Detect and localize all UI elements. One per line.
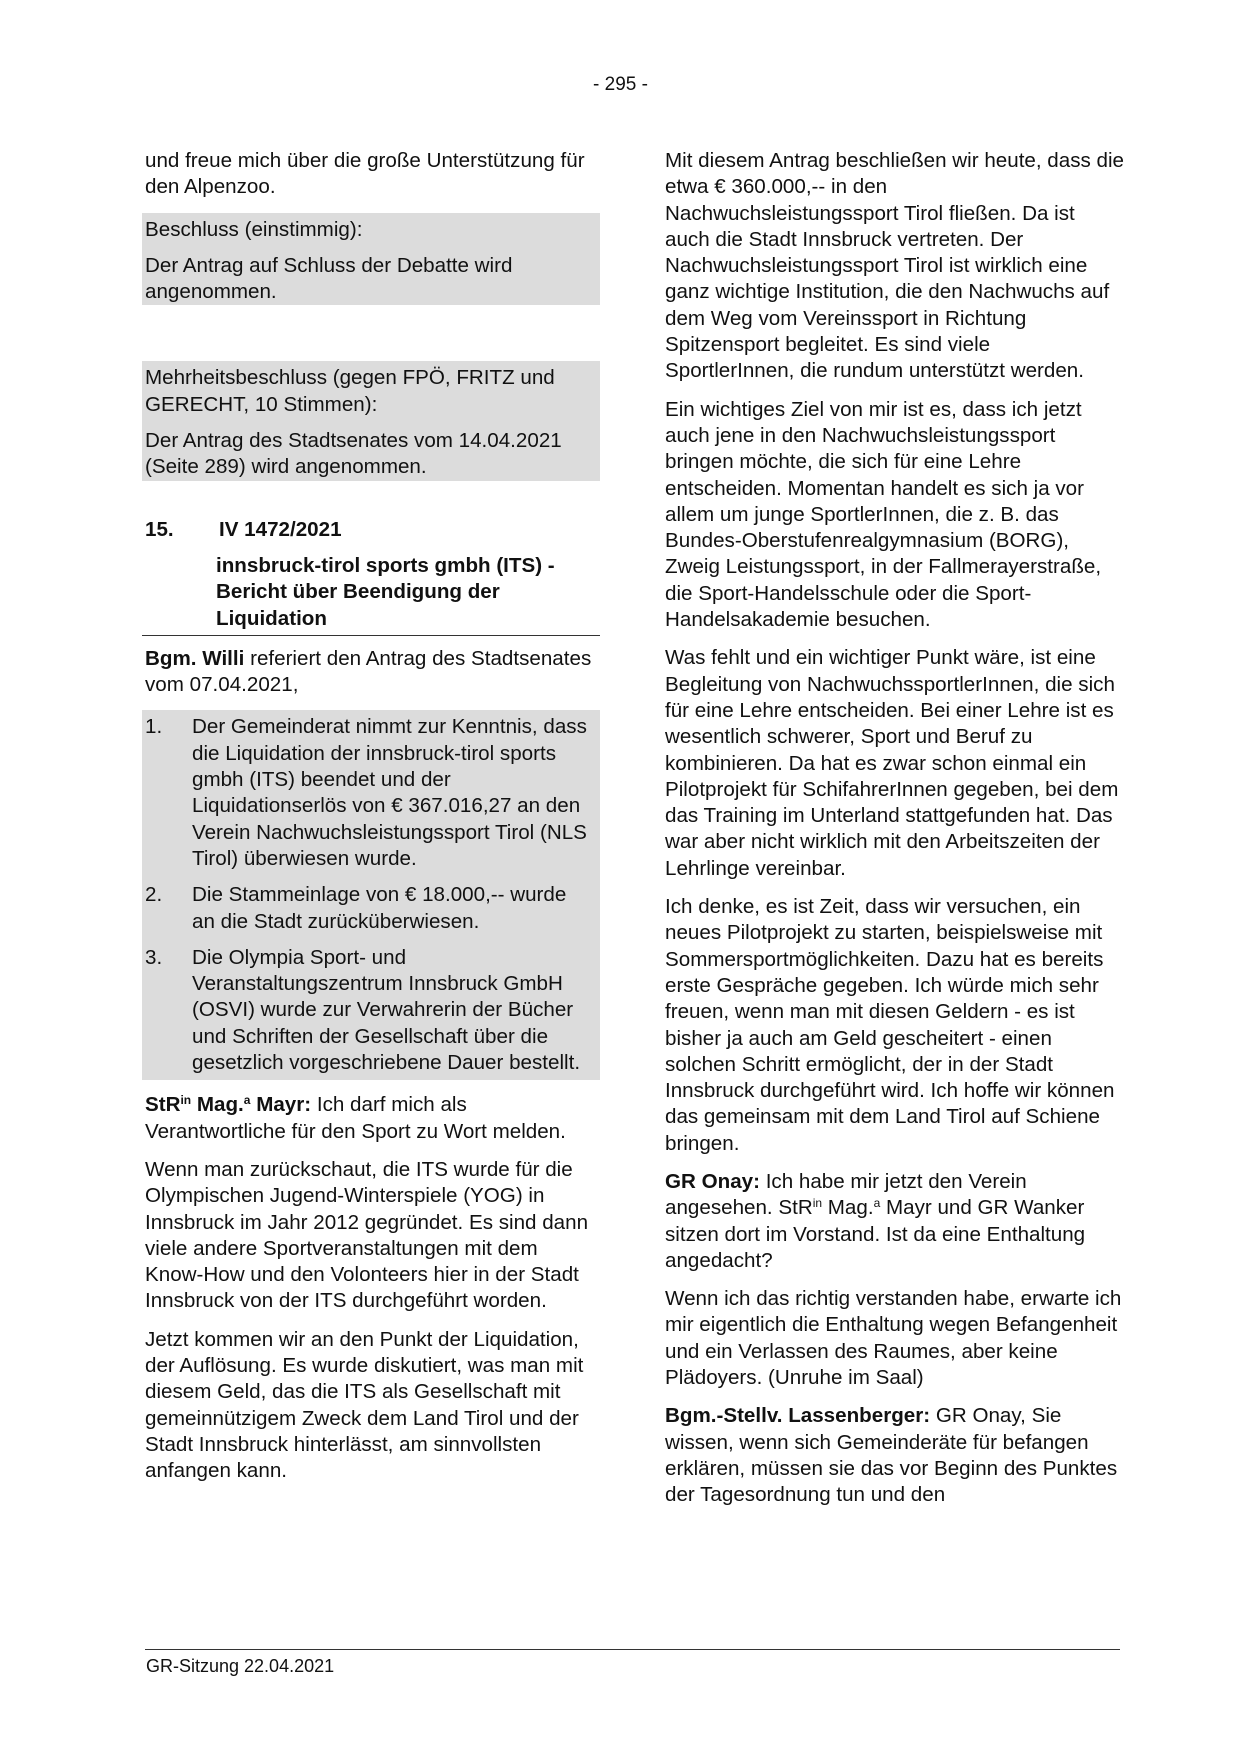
agenda-item-code: IV 1472/2021 (219, 517, 342, 541)
body-paragraph: Mit diesem Antrag beschließen wir heute, dass die etwa € 360.000,-- in den Nachwuchsleistungssport Tirol fließen. Da ist auch die Stadt Innsbruck vertreten. Der Nachwuchsleistungssport Tirol ist wirklich eine ganz wichtige Institution, die den Nachwuchs auf dem Weg vom Vereinssport in Richtung Spitzensport begleitet. Es sind viele SportlerInnen, die rundum unterstützt werden. (665, 149, 1125, 383)
speaker-name: Bgm. Willi (145, 646, 245, 670)
body-paragraph: Wenn man zurückschaut, die ITS wurde für die Olympischen Jugend-Winterspiele (YOG) in Innsbruck im Jahr 2012 gegründet. Es sind dann viele andere Sportveranstaltungen mit dem Know-How und den Volonteers hier in der Stadt Innsbruck von der ITS durchgeführt worden. (145, 1157, 589, 1313)
footer-divider (145, 1649, 1120, 1650)
intro-paragraph: und freue mich über die große Unterstützung für den Alpenzoo. (145, 149, 585, 199)
footer-text: GR-Sitzung 22.04.2021 (146, 1656, 335, 1676)
resolution-label: Beschluss (einstimmig): (145, 217, 363, 241)
agenda-item-heading (145, 517, 600, 543)
resolution-text: Der Antrag des Stadtsenates vom 14.04.2021 (Seite 289) wird angenommen. (145, 429, 562, 479)
referat-paragraph: Bgm. Willi referiert den Antrag des Stadtsenates vom 07.04.2021, (145, 646, 592, 697)
onay-paragraph: GR Onay: Ich habe mir jetzt den Verein angesehen. StR$^{in}$ Mag.$^a$ Mayr und GR Wanker sitzen dort im Vorstand. Ist da eine Enthaltung angedacht? (665, 1169, 1086, 1272)
body-paragraph: Ein wichtiges Ziel von mir ist es, dass ich jetzt auch jene in den Nachwuchsleistungssport bringen möchte, die sich für eine Lehre entscheiden. Momentan handelt es sich ja vor allem um junge SportlerInnen, die z. B. das Bundes-Oberstufenrealgymnasium (BORG), Zweig Leistungssport, in der Fallmerayerstraße, die Sport-Handelsschule oder die Sport-Handelsakademie besuchen. (665, 397, 1102, 632)
motion-list (142, 710, 600, 1080)
resolution-text: Der Antrag auf Schluss der Debatte wird angenommen. (145, 253, 513, 304)
resolution-box-2 (142, 361, 600, 480)
left-column (145, 148, 600, 1496)
resolution-box-1 (142, 213, 600, 306)
body-paragraph: Wenn ich das richtig verstanden habe, erwarte ich mir eigentlich die Enthaltung wegen Befangenheit und ein Verlassen des Raumes, aber keine Plädoyers. (Unruhe im Saal) (665, 1287, 1122, 1390)
speaker-name: StR$^{in}$ Mag.$^a$ Mayr: (145, 1093, 312, 1117)
agenda-item-title: innsbruck-tirol sports gmbh (ITS) - Bericht über Beendigung der Liquidation (142, 553, 600, 636)
lassenberger-paragraph: Bgm.-Stellv. Lassenberger: GR Onay, Sie wissen, wenn sich Gemeinderäte für befangen erklären, müssen sie das vor Beginn des Punktes der Tagesordnung tun und den (665, 1404, 1118, 1507)
mayr-paragraph: StR$^{in}$ Mag.$^a$ Mayr: Ich darf mich als Verantwortliche für den Sport zu Wort melden. (145, 1093, 566, 1143)
agenda-item-number: 15. (145, 517, 174, 541)
body-paragraph: Ich denke, es ist Zeit, dass wir versuchen, ein neues Pilotprojekt zu starten, beispielsweise mit Sommersportmöglichkeiten. Dazu hat es bereits erste Gespräche gegeben. Ich würde mich sehr freuen, wenn man mit diesen Geldern - es ist bisher ja auch am Geld gescheitert - einen solchen Schritt ermöglicht, der in der Stadt Innsbruck durchgeführt wird. Ich hoffe wir können das gemeinsam mit dem Land Tirol auf Schiene bringen. (665, 895, 1115, 1155)
resolution-label: Mehrheitsbeschluss (gegen FPÖ, FRITZ und GERECHT, 10 Stimmen): (145, 366, 555, 416)
speaker-name: GR Onay: (665, 1169, 760, 1193)
body-paragraph: Jetzt kommen wir an den Punkt der Liquidation, der Auflösung. Es wurde diskutiert, was man mit diesem Geld, das die ITS als Gesellschaft mit gemeinnützigem Zweck dem Land Tirol und der Stadt Innsbruck hinterlässt, am sinnvollsten anfangen kann. (145, 1327, 584, 1483)
right-column (665, 148, 1125, 1521)
list-item: 2. Die Stammeinlage von € 18.000,-- wurde an die Stadt zurücküberwiesen. (145, 883, 567, 933)
body-paragraph: Was fehlt und ein wichtiger Punkt wäre, ist eine Begleitung von NachwuchssportlerInnen, die sich für eine Lehre entscheiden. Bei einer Lehre ist es wesentlich schwerer, Sport und Beruf zu kombinieren. Da hat es zwar schon einmal ein Pilotprojekt für SchifahrerInnen gegeben, bei dem das Training im Unterland stattgefunden hat. Das war aber nicht wirklich mit den Arbeitszeiten der Lehrlinge vereinbar. (665, 646, 1119, 880)
speaker-name: Bgm.-Stellv. Lassenberger: (665, 1404, 931, 1428)
page-number: - 295 - (593, 74, 648, 95)
list-item: 1. Der Gemeinderat nimmt zur Kenntnis, dass die Liquidation der innsbruck-tirol sports gmbh (ITS) beendet und der Liquidationserlös von € 367.016,27 an den Verein Nachwuchsleistungssport Tirol (NLS Tirol) überwiesen wurde. (145, 715, 587, 870)
list-item: 3. Die Olympia Sport- und Veranstaltungszentrum Innsbruck GmbH (OSVI) wurde zur Verwahrerin der Bücher und Schriften der Gesellschaft über die gesetzlich vorgeschriebene Dauer bestellt. (145, 945, 581, 1075)
